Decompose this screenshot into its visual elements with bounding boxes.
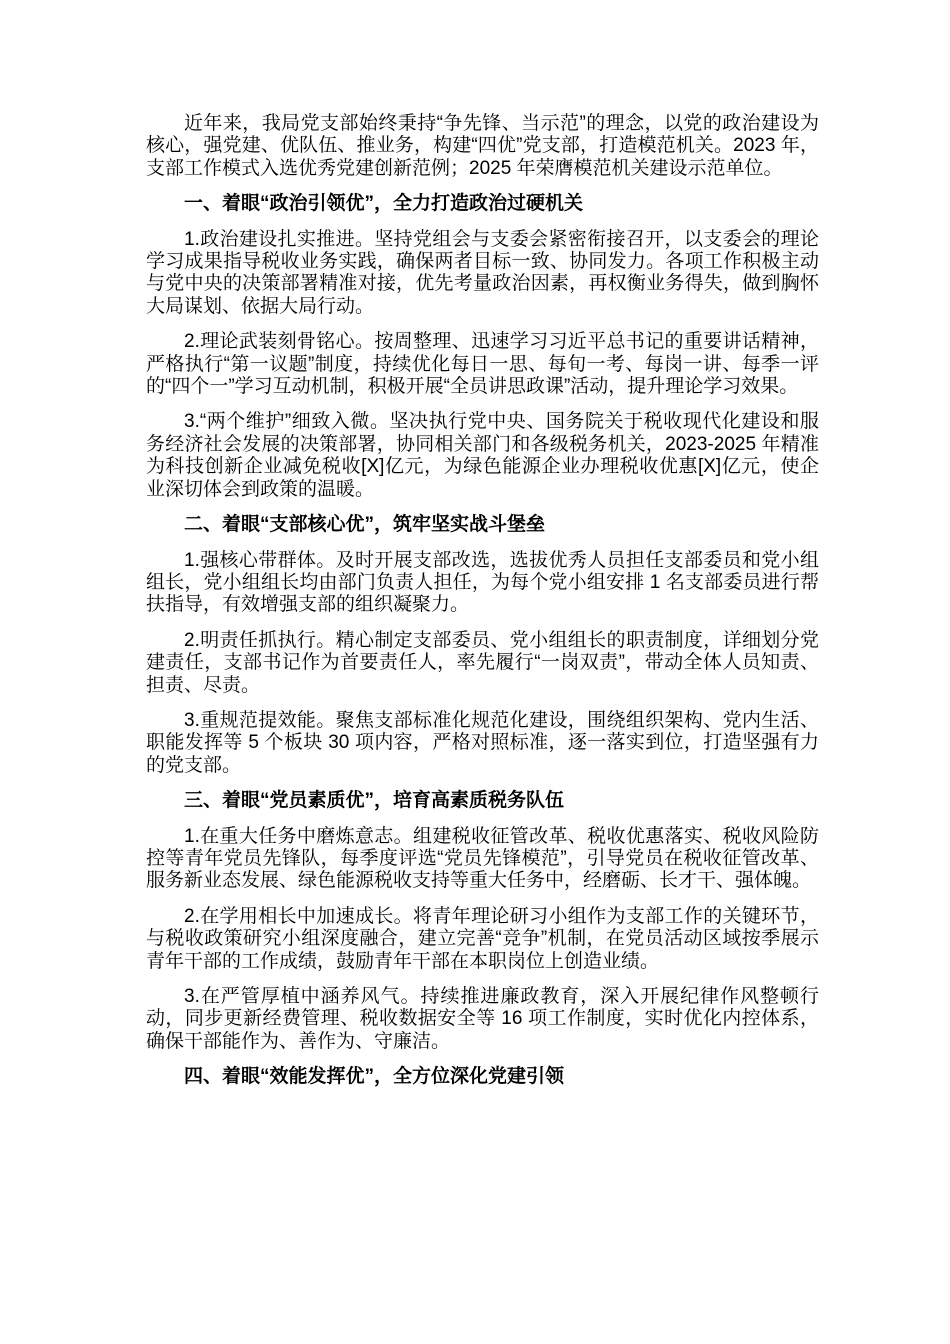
- section-4-heading: 四、着眼“效能发挥优”，全方位深化党建引领: [184, 1066, 565, 1088]
- section-1-paragraph-2: 2.理论武装刻骨铭心。按周整理、迅速学习习近平总书记的重要讲话精神，严格执行“第一议题”制度，持续优化每日一思、每旬一考、每岗一讲、每季一评的“四个一”学习互动机制，积极开展“全员讲思政课”活动，提升理论学习效果。: [146, 331, 819, 398]
- intro-paragraph: 近年来，我局党支部始终秉持“争先锋、当示范”的理念，以党的政治建设为核心，强党建、优队伍、推业务，构建“四优”党支部，打造模范机关。2023 年，支部工作模式入选优秀党建创新范例；2025 年荣膺模范机关建设示范单位。: [146, 113, 819, 179]
- section-1-heading: 一、着眼“政治引领优”，全力打造政治过硬机关: [184, 193, 584, 215]
- section-3-paragraph-2: 2.在学用相长中加速成长。将青年理论研习小组作为支部工作的关键环节，与税收政策研究小组深度融合，建立完善“竞争”机制，在党员活动区域按季展示青年干部的工作成绩，鼓励青年干部在本职岗位上创造业绩。: [146, 905, 819, 972]
- section-2-paragraph-1: 1.强核心带群体。及时开展支部改选，选拔优秀人员担任支部委员和党小组组长，党小组组长均由部门负责人担任，为每个党小组安排 1 名支部委员进行帮扶指导，有效增强支部的组织凝聚力。: [146, 549, 819, 616]
- section-2-paragraph-2: 2.明责任抓执行。精心制定支部委员、党小组组长的职责制度，详细划分党建责任，支部书记作为首要责任人，率先履行“一岗双责”，带动全体人员知责、担责、尽责。: [146, 629, 819, 696]
- section-2-paragraph-3: 3.重规范提效能。聚焦支部标准化规范化建设，围绕组织架构、党内生活、职能发挥等 5 个板块 30 项内容，严格对照标准，逐一落实到位，打造坚强有力的党支部。: [146, 709, 819, 776]
- document-content: [146, 113, 819, 1102]
- section-3-paragraph-3: 3.在严管厚植中涵养风气。持续推进廉政教育，深入开展纪律作风整顿行动，同步更新经费管理、税收数据安全等 16 项工作制度，实时优化内控体系，确保干部能作为、善作为、守廉洁。: [146, 986, 819, 1052]
- section-2-heading: 二、着眼“支部核心优”，筑牢坚实战斗堡垒: [184, 514, 546, 536]
- section-3-paragraph-1: 1.在重大任务中磨炼意志。组建税收征管改革、税收优惠落实、税收风险防控等青年党员先锋队，每季度评选“党员先锋模范”，引导党员在税收征管改革、服务新业态发展、绿色能源税收支持等重大任务中，经磨砺、长才干、强体魄。: [146, 825, 819, 892]
- section-1-paragraph-3: 3.“两个维护”细致入微。坚决执行党中央、国务院关于税收现代化建设和服务经济社会发展的决策部署，协同相关部门和各级税务机关，2023-2025 年精准为科技创新企业减免税收[X]亿元，为绿色能源企业办理税收优惠[X]亿元，使企业深切体会到政策的温暖。: [146, 411, 819, 500]
- section-3-heading: 三、着眼“党员素质优”，培育高素质税务队伍: [184, 790, 565, 812]
- section-1-paragraph-1: 1.政治建设扎实推进。坚持党组会与支委会紧密衔接召开，以支委会的理论学习成果指导税收业务实践，确保两者目标一致、协同发力。各项工作积极主动与党中央的决策部署精准对接，优先考量政治因素，再权衡业务得失，做到胸怀大局谋划、依据大局行动。: [146, 228, 819, 317]
